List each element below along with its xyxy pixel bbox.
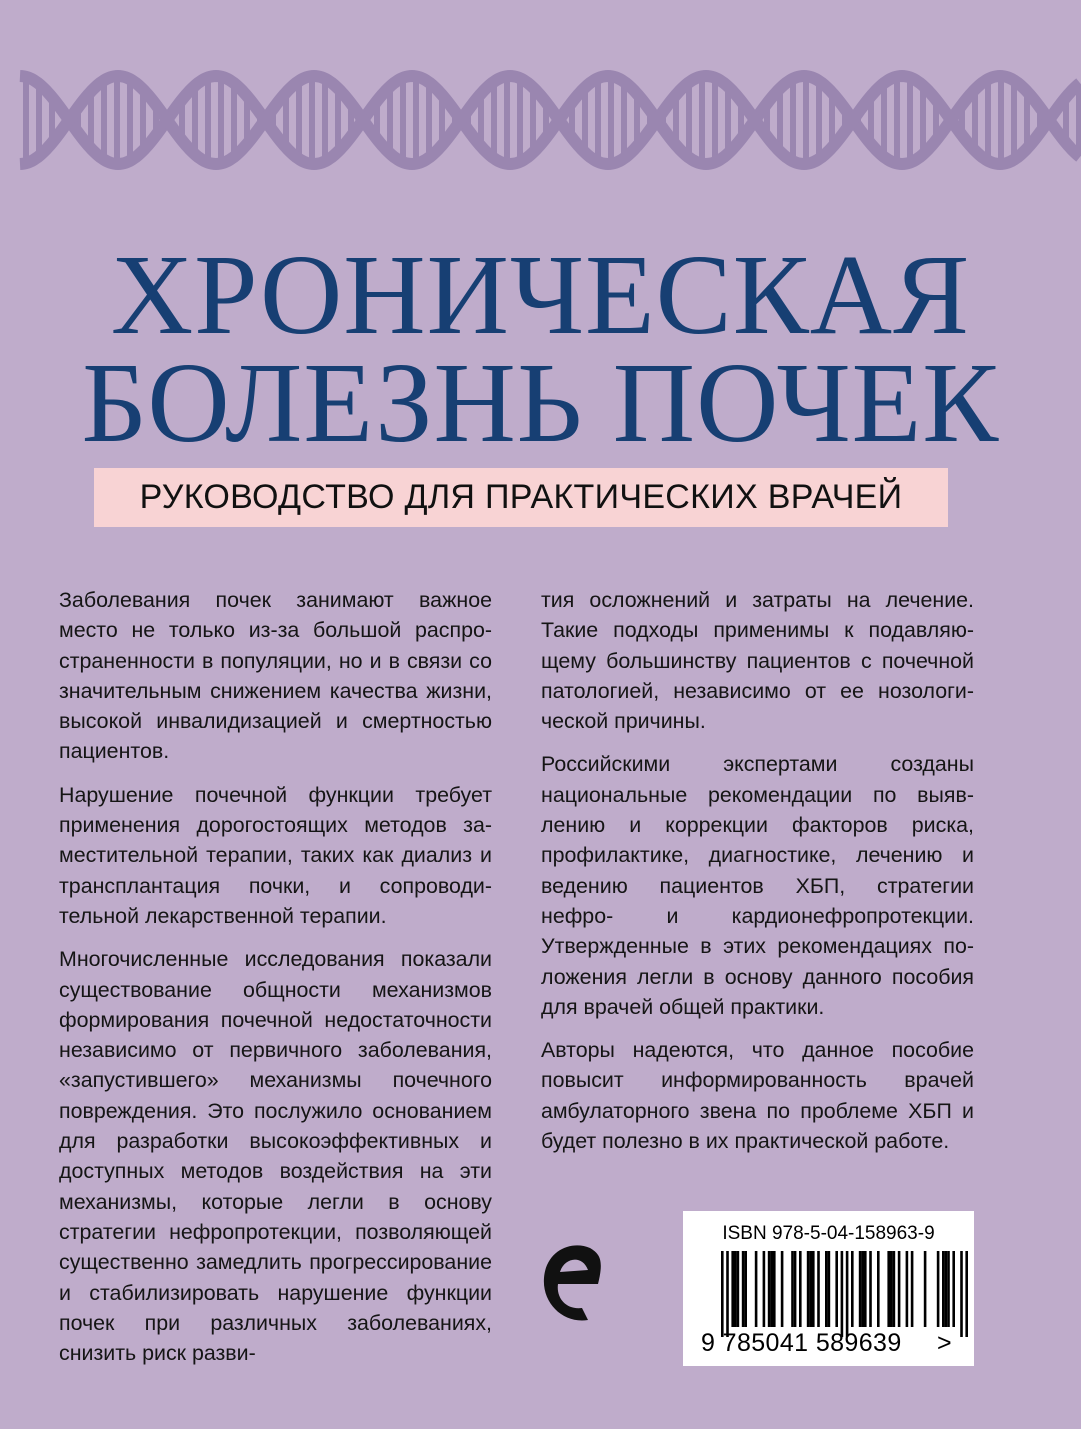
barcode-bar [763, 1251, 766, 1327]
barcode-bar [952, 1251, 955, 1327]
book-title-line-1: ХРОНИЧЕСКАЯ [110, 231, 971, 358]
barcode-bar [817, 1251, 820, 1327]
barcode-bar [911, 1251, 914, 1327]
barcode-bar [898, 1251, 901, 1327]
subtitle-banner [94, 468, 948, 527]
barcode-bar [942, 1251, 945, 1327]
paragraph: Российскими экспертами созданы национальные рекомендации по выявлению и коррекции факторов риска, профилактике, диагностике, лечению и ведению пациентов ХБП, стратегии нефро- и кардионефропротекции. Утвержденные в этих рекомендациях положения легли в основу данного пособия для врачей общей практики. [541, 752, 974, 1019]
barcode-bar [890, 1251, 893, 1327]
barcode-bar [869, 1251, 872, 1327]
barcode-bar [726, 1251, 729, 1337]
barcode-arrow: > [937, 1329, 952, 1357]
barcode-bar [770, 1251, 773, 1327]
barcode-bar [807, 1251, 810, 1327]
barcode-bar [965, 1251, 968, 1337]
barcode-bar [887, 1251, 890, 1327]
barcode-bar [846, 1251, 849, 1337]
eksmo-logo-icon [538, 1238, 608, 1330]
barcode-bar [835, 1251, 838, 1327]
barcode-bar [859, 1251, 862, 1327]
subtitle: РУКОВОДСТВО ДЛЯ ПРАКТИЧЕСКИХ ВРАЧЕЙ [139, 478, 903, 516]
book-title-line-2: БОЛЕЗНЬ ПОЧЕК [81, 339, 1000, 466]
barcode-bar [734, 1251, 737, 1327]
barcode-bar [864, 1251, 867, 1327]
barcode-bar [791, 1251, 794, 1327]
barcode [683, 1211, 974, 1366]
barcode-bar [809, 1251, 812, 1327]
barcode-bar [744, 1251, 747, 1327]
isbn-label: ISBN 978-5-04-158963-9 [722, 1223, 935, 1244]
barcode-bar [945, 1251, 948, 1327]
paragraph: Многочисленные исследования показали существование общности механизмов формирования почечной недостаточности независимо от первичного заболевания, «запустившего» механизмы почечного повреждения. Это послужило основанием для разработки высокоэффективных и доступных методов воздействия на эти механизмы, которые легли в основу стратегии нефропротекции, позволяющей существенно замедлить прогрессирование и стабилизировать нарушение функции почек при различных заболеваниях, снизить риск разви- [59, 947, 492, 1366]
dna-helix-icon [0, 60, 1081, 180]
barcode-bar [768, 1251, 771, 1327]
paragraph: тия осложнений и затраты на лечение. Такие подходы применимы к подавляющему большинству пациентов с почечной патологией, независимо от ее нозологической причины. [541, 588, 974, 734]
barcode-bar [861, 1251, 864, 1327]
barcode-bar [906, 1251, 909, 1327]
barcode-bar [960, 1251, 963, 1337]
barcode-bar [924, 1251, 927, 1327]
barcode-bar [737, 1251, 740, 1327]
barcode-bar [755, 1251, 758, 1327]
barcode-bar [721, 1251, 724, 1337]
barcode-bar [947, 1251, 950, 1327]
barcode-bar [773, 1251, 776, 1327]
body-column-left [59, 585, 492, 1381]
paragraph: Авторы надеются, что данное пособие повысит информированность врачей амбулаторного звена по проблеме ХБП и будет полезно в их практической работе. [541, 1038, 974, 1154]
paragraph: Заболевания почек занимают важное место не только из-за большой распространенности в популяции, но и в связи со значительным снижением качества жизни, высокой инвалидизацией и смертностью пациентов. [59, 588, 492, 764]
barcode-bar [781, 1251, 784, 1327]
barcode-bar [742, 1251, 745, 1327]
barcode-bar [799, 1251, 802, 1327]
barcode-bar [937, 1251, 940, 1327]
barcode-bar [841, 1251, 844, 1337]
barcode-bar [893, 1251, 896, 1327]
barcode-bar [794, 1251, 797, 1327]
body-column-right [541, 585, 974, 1169]
paragraph: Нарушение почечной функции требует применения дорогостоящих методов заместительной терапии, таких как диализ и трансплантация почки, и сопроводительной лекарственной терапии. [59, 782, 492, 928]
barcode-bar [825, 1251, 828, 1327]
barcode-bar [828, 1251, 831, 1327]
barcode-bar [851, 1251, 854, 1327]
barcode-digits: 9 785041 589639 [701, 1329, 902, 1357]
barcode-bar [731, 1251, 734, 1327]
barcode-bar [812, 1251, 815, 1327]
barcode-bar [877, 1251, 880, 1327]
